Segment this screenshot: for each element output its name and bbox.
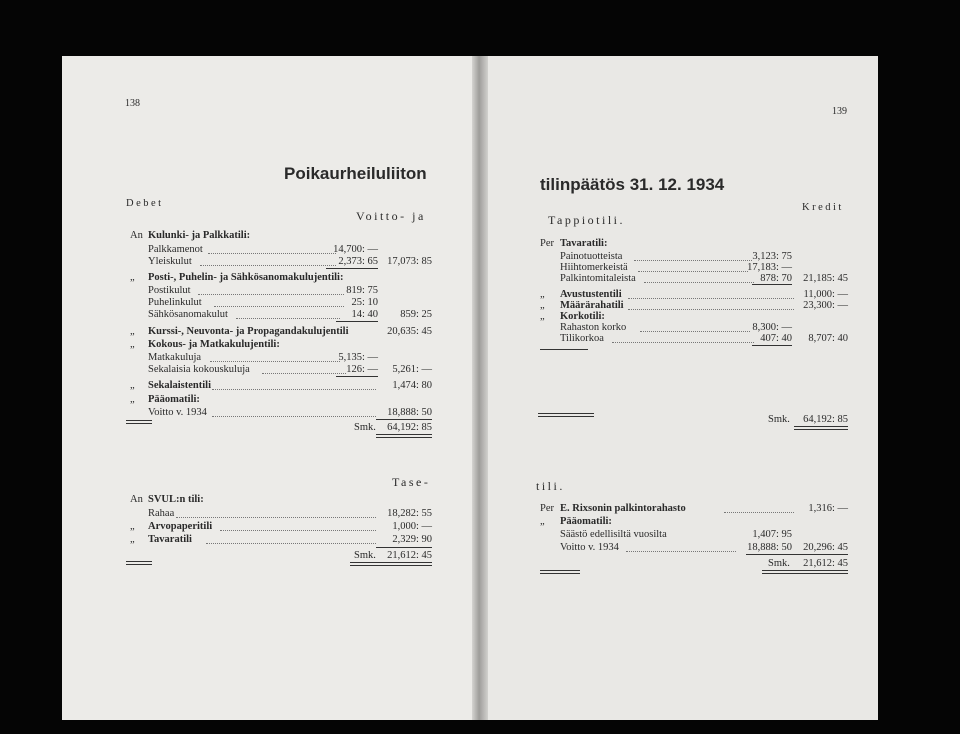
smk-label: Smk.: [768, 414, 790, 425]
row-value: 17,183: —: [747, 262, 792, 273]
row-item: Painotuotteista: [560, 251, 623, 262]
row-value: 407: 40: [760, 333, 792, 344]
row-total: 21,185: 45: [803, 273, 848, 284]
row-total: 11,000: —: [803, 289, 848, 300]
book-gutter: [472, 56, 488, 720]
row-label: Sekalaistentili: [148, 380, 212, 391]
row-label: Tavaratili: [148, 534, 192, 545]
row-label: Määrärahatili: [560, 300, 624, 311]
page-number-right: 139: [832, 106, 847, 117]
page-title-right: tilinpäätös 31. 12. 1934: [540, 175, 725, 194]
debet-label: Debet: [126, 198, 164, 209]
row-prefix: An: [130, 230, 143, 241]
row-item: Palkintomitaleista: [560, 273, 636, 284]
row-total: 23,300: —: [803, 300, 848, 311]
row-item: Palkkamenot: [148, 244, 203, 255]
row-label: Kurssi-, Neuvonta- ja Propagandakulujentili: [148, 326, 349, 337]
page-number-left: 138: [125, 98, 140, 109]
row-value: 18,888: 50: [747, 542, 792, 553]
row-prefix: „: [130, 534, 135, 545]
row-value: 126: —: [346, 364, 378, 375]
row-prefix: „: [130, 380, 135, 391]
row-total: 18,888: 50: [387, 407, 432, 418]
row-value: 14: 40: [351, 309, 378, 320]
row-total: 1,316: —: [808, 503, 848, 514]
row-label: Kulunki- ja Palkkatili:: [148, 230, 251, 241]
row-prefix: Per: [540, 503, 554, 514]
row-total: 1,000: —: [392, 521, 432, 532]
row-prefix: An: [130, 494, 143, 505]
row-prefix: „: [130, 326, 135, 337]
smk-label: Smk.: [768, 558, 790, 569]
row-item: Sekalaisia kokouskuluja: [148, 364, 250, 375]
row-label: Pääomatili:: [560, 516, 612, 527]
row-prefix: „: [130, 272, 135, 283]
row-value: 1,407: 95: [752, 529, 792, 540]
page-title-left: Poikaurheiluliiton: [284, 164, 427, 183]
row-value: 878: 70: [760, 273, 792, 284]
row-label: Arvopaperitili: [148, 521, 213, 532]
row-item: Rahaston korko: [560, 322, 627, 333]
row-prefix: „: [540, 311, 545, 322]
row-label: Posti-, Puhelin- ja Sähkösanomakulujentili:: [148, 272, 344, 283]
row-value: 5,135: —: [338, 352, 378, 363]
row-total: 20,296: 45: [803, 542, 848, 553]
row-prefix: „: [540, 289, 545, 300]
row-item: Tilikorkoa: [560, 333, 604, 344]
row-label: SVUL:n tili:: [148, 494, 204, 505]
row-item: Yleiskulut: [148, 256, 192, 267]
row-prefix: „: [540, 300, 545, 311]
row-value: 819: 75: [346, 285, 378, 296]
row-total: 18,282: 55: [387, 508, 432, 519]
row-item: Puhelinkulut: [148, 297, 202, 308]
row-item: Säästö edellisiltä vuosilta: [560, 529, 667, 540]
row-prefix: Per: [540, 238, 554, 249]
row-item: Voitto v. 1934: [560, 542, 619, 553]
row-label: Tavaratili:: [560, 238, 608, 249]
row-prefix: „: [130, 394, 135, 405]
grand-total: 64,192: 85: [387, 422, 432, 433]
voitto-header: Voitto- ja: [356, 209, 426, 223]
smk-label: Smk.: [354, 550, 376, 561]
row-total: 5,261: —: [392, 364, 432, 375]
kredit-label: Kredit: [802, 202, 844, 213]
row-item: Rahaa: [148, 508, 175, 519]
row-prefix: „: [130, 521, 135, 532]
tase-header: Tase-: [392, 475, 431, 489]
row-label: Pääomatili:: [148, 394, 200, 405]
row-total: 1,474: 80: [392, 380, 432, 391]
row-total: 2,329: 90: [392, 534, 432, 545]
row-value: 2,373: 65: [338, 256, 378, 267]
smk-label: Smk.: [354, 422, 376, 433]
row-value: 8,300: —: [752, 322, 792, 333]
grand-total: 21,612: 45: [803, 558, 848, 569]
row-value: 25: 10: [351, 297, 378, 308]
row-total: 8,707: 40: [808, 333, 848, 344]
grand-total: 64,192: 85: [803, 414, 848, 425]
row-value: 3,123: 75: [752, 251, 792, 262]
grand-total: 21,612: 45: [387, 550, 432, 561]
row-value: 14,700: —: [333, 244, 378, 255]
tili-header: tili.: [536, 479, 565, 493]
row-label: Avustustentili: [560, 289, 622, 300]
row-item: Hiihtomerkeistä: [560, 262, 628, 273]
row-total: 20,635: 45: [387, 326, 432, 337]
right-page: [480, 56, 878, 720]
row-prefix: „: [540, 516, 545, 527]
row-item: Sähkösanomakulut: [148, 309, 228, 320]
tappiotili-header: Tappiotili.: [548, 213, 625, 227]
row-total: 17,073: 85: [387, 256, 432, 267]
row-prefix: „: [130, 339, 135, 350]
row-item: Voitto v. 1934: [148, 407, 207, 418]
row-label: Korkotili:: [560, 311, 605, 322]
row-total: 859: 25: [400, 309, 432, 320]
row-item: Postikulut: [148, 285, 191, 296]
row-item: Matkakuluja: [148, 352, 202, 363]
row-label: Kokous- ja Matkakulujentili:: [148, 339, 280, 350]
row-label: E. Rixsonin palkintorahasto: [560, 503, 686, 514]
